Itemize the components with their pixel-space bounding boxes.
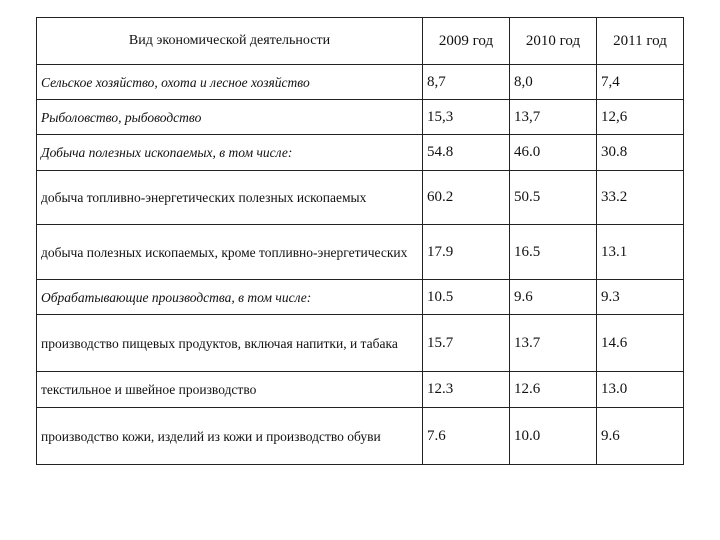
table-row bbox=[37, 315, 684, 372]
row-label-fuel-mining: добыча топливно-энергетических полезных ископаемых bbox=[37, 171, 423, 225]
cell-2011: 30.8 bbox=[597, 135, 684, 171]
economic-activity-table bbox=[36, 17, 684, 465]
cell-2009: 60.2 bbox=[423, 171, 510, 225]
cell-2010: 16.5 bbox=[510, 225, 597, 280]
table-row bbox=[37, 65, 684, 100]
cell-2009: 15.7 bbox=[423, 315, 510, 372]
header-year-2009: 2009 год bbox=[423, 18, 510, 65]
row-label-manufacturing: Обрабатывающие производства, в том числе: bbox=[37, 280, 423, 315]
cell-2011: 13.1 bbox=[597, 225, 684, 280]
cell-2011: 33.2 bbox=[597, 171, 684, 225]
cell-2009: 54.8 bbox=[423, 135, 510, 171]
cell-2009: 17.9 bbox=[423, 225, 510, 280]
cell-2009: 12.3 bbox=[423, 372, 510, 408]
cell-2009: 8,7 bbox=[423, 65, 510, 100]
table-row bbox=[37, 372, 684, 408]
row-label-non-fuel-mining: добыча полезных ископаемых, кроме топливно-энергетических bbox=[37, 225, 423, 280]
cell-2010: 46.0 bbox=[510, 135, 597, 171]
header-activity: Вид экономической деятельности bbox=[37, 18, 423, 65]
cell-2011: 14.6 bbox=[597, 315, 684, 372]
cell-2010: 10.0 bbox=[510, 408, 597, 465]
cell-2011: 13.0 bbox=[597, 372, 684, 408]
table-row bbox=[37, 280, 684, 315]
cell-2010: 13,7 bbox=[510, 100, 597, 135]
cell-2011: 12,6 bbox=[597, 100, 684, 135]
cell-2010: 13.7 bbox=[510, 315, 597, 372]
row-label-mining: Добыча полезных ископаемых, в том числе: bbox=[37, 135, 423, 171]
row-label-fishing: Рыболовство, рыбоводство bbox=[37, 100, 423, 135]
cell-2010: 9.6 bbox=[510, 280, 597, 315]
row-label-textile-production: текстильное и швейное производство bbox=[37, 372, 423, 408]
table-row bbox=[37, 408, 684, 465]
cell-2009: 15,3 bbox=[423, 100, 510, 135]
row-label-food-production: производство пищевых продуктов, включая напитки, и табака bbox=[37, 315, 423, 372]
table-row bbox=[37, 135, 684, 171]
cell-2010: 8,0 bbox=[510, 65, 597, 100]
cell-2011: 7,4 bbox=[597, 65, 684, 100]
cell-2010: 50.5 bbox=[510, 171, 597, 225]
row-label-leather-production: производство кожи, изделий из кожи и производство обуви bbox=[37, 408, 423, 465]
cell-2010: 12.6 bbox=[510, 372, 597, 408]
table-row bbox=[37, 225, 684, 280]
header-year-2010: 2010 год bbox=[510, 18, 597, 65]
table-header-row bbox=[37, 18, 684, 65]
table-row bbox=[37, 171, 684, 225]
cell-2009: 7.6 bbox=[423, 408, 510, 465]
row-label-agriculture: Сельское хозяйство, охота и лесное хозяйство bbox=[37, 65, 423, 100]
cell-2009: 10.5 bbox=[423, 280, 510, 315]
table-row bbox=[37, 100, 684, 135]
header-year-2011: 2011 год bbox=[597, 18, 684, 65]
cell-2011: 9.6 bbox=[597, 408, 684, 465]
cell-2011: 9.3 bbox=[597, 280, 684, 315]
